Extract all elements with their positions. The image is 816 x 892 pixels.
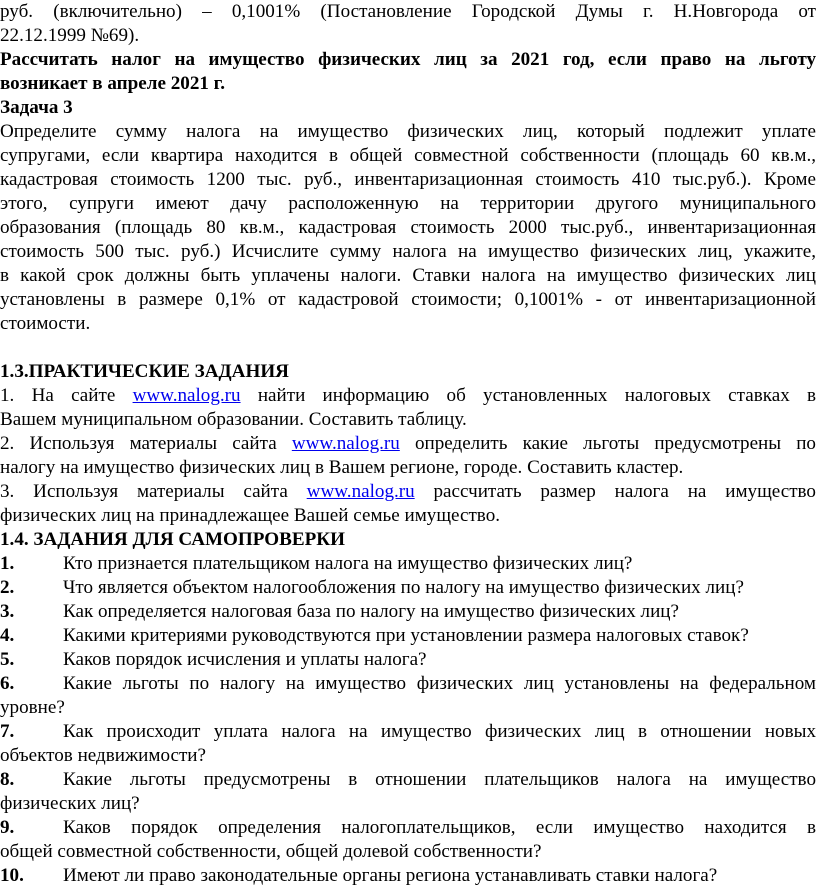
task3-line: кадастровая стоимость 1200 тыс. руб., инвентаризационная стоимость 410 тыс.руб.). Кроме [0,169,816,190]
question-number: 6. [0,673,15,694]
task3-line: образования (площадь 80 кв.м., кадастровая стоимость 2000 тыс.руб., инвентаризационная [0,217,816,238]
practical-item-3 [0,480,816,504]
question-text-continued: объектов недвижимости? [0,745,207,766]
question-number: 7. [0,721,15,742]
practical-item-2-line-2: налогу на имущество физических лиц в Вашем регионе, городе. Составить кластер. [0,457,684,478]
question-text-continued: общей совместной собственности, общей долевой собственности? [0,841,542,862]
practical-item-1 [0,384,816,408]
question-text: Какие льготы предусмотрены в отношении плательщиков налога на имущество [63,769,816,790]
selfcheck-question [0,552,816,576]
practical-item-3-line-2: физических лиц на принадлежащее Вашей семье имущество. [0,505,501,526]
task3-line: стоимость 500 тыс. руб.) Исчислите сумму налога на имущество физических лиц, укажите, [0,241,816,262]
selfcheck-question [0,768,816,792]
practical-item-3-text-end: рассчитать размер налога на имущество [414,481,816,502]
selfcheck-question [0,624,816,648]
question-text: Каков порядок исчисления и уплаты налога? [63,649,427,670]
nalog-link-1[interactable]: www.nalog.ru [132,385,241,406]
practical-item-2-text-end: определить какие льготы предусмотрены по [399,433,816,454]
question-text: Как определяется налоговая база по налогу на имущество физических лиц? [63,601,679,622]
question-number: 9. [0,817,15,838]
task3-line: установлены в размере 0,1% от кадастровой стоимости; 0,1001% - от инвентаризационной [0,289,816,310]
selfcheck-question [0,864,816,888]
task3-body [0,120,816,336]
question-number: 8. [0,769,15,790]
selfcheck-question [0,720,816,744]
question-text: Какие льготы по налогу на имущество физических лиц установлены на федеральном [63,673,816,694]
selfcheck-question [0,816,816,840]
question-number: 3. [0,601,15,622]
selfcheck-heading: 1.4. ЗАДАНИЯ ДЛЯ САМОПРОВЕРКИ [0,529,345,550]
bold-task-line-1: Рассчитать налог на имущество физических лиц за 2021 год, если право на льготу [0,49,816,70]
question-text: Каков порядок определения налогоплательщиков, если имущество находится в [63,817,816,838]
task3-line: этого, супруги имеют дачу расположенную на территории другого муниципального [0,193,816,214]
task3-line: в какой срок должны быть уплачены налоги. Ставки налога на имущество физических лиц [0,265,816,286]
task3-line: супругами, если квартира находится в общей совместной собственности (площадь 60 кв.м., [0,145,816,166]
practical-item-1-text: 1. На сайте [0,385,133,406]
practical-item-1-text-end: найти информацию об установленных налоговых ставках в [240,385,816,406]
practical-heading: 1.3.ПРАКТИЧЕСКИЕ ЗАДАНИЯ [0,361,289,382]
nalog-link-3[interactable]: www.nalog.ru [306,481,415,502]
practical-item-2-text: 2. Используя материалы сайта [0,433,292,454]
bold-task-line-2: возникает в апреле 2021 г. [0,73,225,94]
question-text: Кто признается плательщиком налога на имущество физических лиц? [63,553,633,574]
selfcheck-question [0,672,816,696]
selfcheck-question [0,576,816,600]
question-text: Что является объектом налогообложения по налогу на имущество физических лиц? [63,577,744,598]
task3-line: стоимости. [0,313,91,334]
question-text: Как происходит уплата налога на имущество физических лиц в отношении новых [63,721,816,742]
question-text-continued: физических лиц? [0,793,140,814]
selfcheck-question [0,648,816,672]
question-number: 4. [0,625,15,646]
selfcheck-question [0,600,816,624]
question-number: 1. [0,553,15,574]
nalog-link-2[interactable]: www.nalog.ru [291,433,400,454]
question-text-continued: уровне? [0,697,65,718]
practical-item-2 [0,432,816,456]
question-text: Какими критериями руководствуются при установлении размера налоговых ставок? [63,625,749,646]
practical-item-1-line-2: Вашем муниципальном образовании. Составить таблицу. [0,409,467,430]
selfcheck-question-list [0,552,816,888]
question-number: 10. [0,865,24,886]
question-number: 5. [0,649,15,670]
task3-line: Определите сумму налога на имущество физических лиц, который подлежит уплате [0,121,816,142]
practical-item-3-text: 3. Используя материалы сайта [0,481,307,502]
blank-line [0,336,816,360]
task3-title: Задача 3 [0,97,73,118]
question-number: 2. [0,577,15,598]
top-line-2: 22.12.1999 №69). [0,25,140,46]
question-text: Имеют ли право законодательные органы региона устанавливать ставки налога? [63,865,718,886]
top-line-1: руб. (включительно) – 0,1001% (Постановление Городской Думы г. Н.Новгорода от [0,1,816,22]
